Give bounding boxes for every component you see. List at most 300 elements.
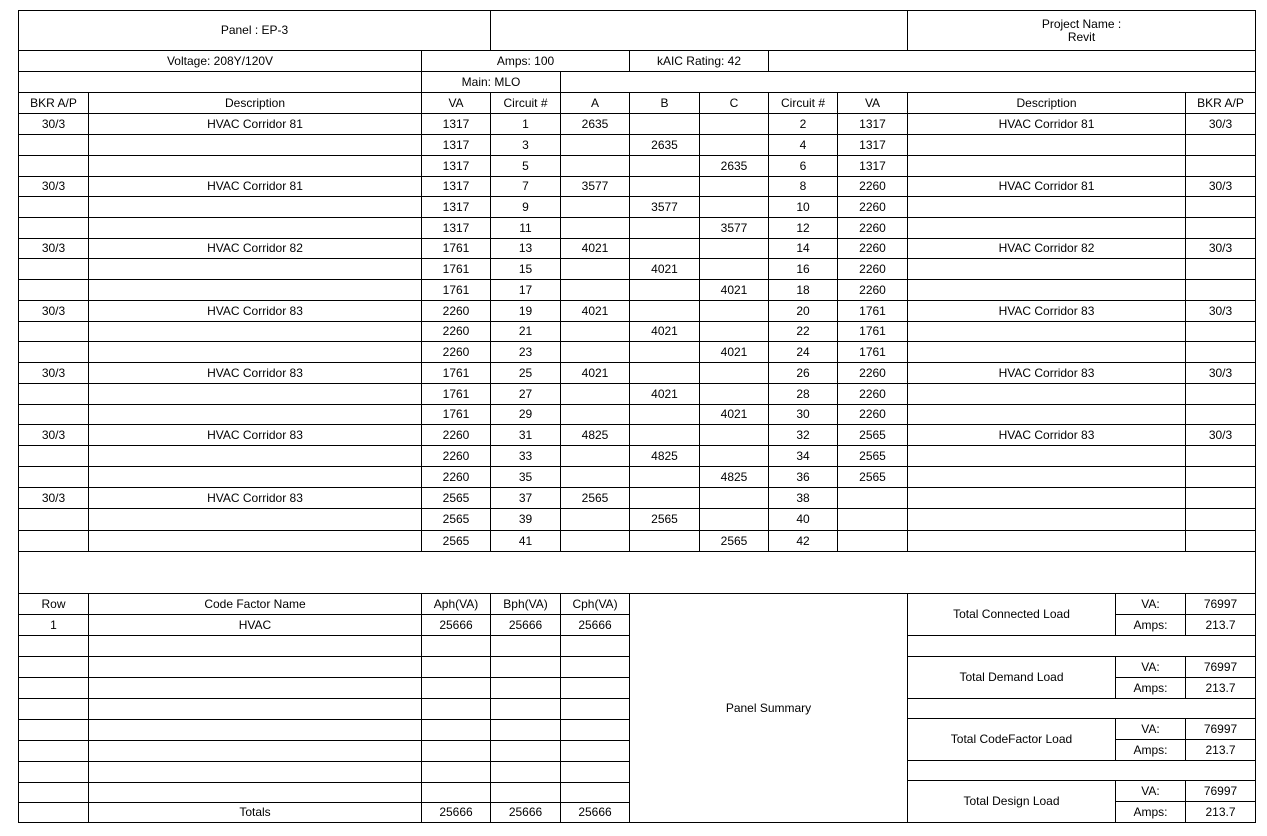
- circuit-cell-ldesc: HVAC Corridor 83: [207, 490, 303, 505]
- circuit-cell-lva: 1317: [442, 220, 470, 235]
- circuit-cell-a: 4021: [581, 303, 609, 318]
- circuit-cell-lbkr: [19, 446, 88, 466]
- circuit-cell-lbkr: 30/3: [41, 490, 66, 505]
- amps-rating: Amps: 100: [496, 53, 555, 68]
- circuit-cell-rckt: 30: [796, 407, 810, 421]
- circuit-cell-rbkr: 30/3: [1208, 365, 1233, 380]
- column-header-ckt-left: Circuit #: [503, 95, 548, 110]
- circuit-cell-ldesc: HVAC Corridor 81: [207, 179, 303, 193]
- circuit-cell-rbkr: 30/3: [1208, 303, 1233, 318]
- circuit-cell-lckt: 31: [518, 427, 533, 442]
- circuit-cell-ldesc: [89, 384, 421, 404]
- circuit-cell-rva: 1317: [859, 158, 886, 173]
- circuit-cell-rckt: 22: [796, 324, 810, 338]
- codefactor-totals-label: Totals: [239, 805, 271, 819]
- circuit-cell-lva: 1317: [442, 179, 470, 193]
- circuit-cell-a: 4021: [581, 365, 609, 380]
- circuit-cell-lva: 1761: [442, 386, 470, 401]
- circuit-cell-b: [630, 363, 699, 383]
- circuit-cell-a: [561, 218, 629, 238]
- circuit-cell-ldesc: [89, 322, 421, 341]
- circuit-cell-b: [630, 301, 699, 321]
- circuit-cell-lckt: 19: [518, 303, 533, 318]
- summary-va-label: VA:: [1141, 659, 1160, 674]
- circuit-cell-rbkr: [1186, 218, 1255, 238]
- circuit-cell-b: 4825: [651, 448, 678, 463]
- circuit-cell-lva: 1317: [442, 158, 470, 173]
- circuit-cell-lckt: 7: [522, 179, 529, 193]
- circuit-cell-lva: 2260: [442, 427, 470, 442]
- circuit-cell-a: [561, 322, 629, 341]
- main-type: Main: MLO: [461, 74, 521, 89]
- circuit-cell-lckt: 39: [518, 512, 533, 526]
- circuit-cell-lckt: 25: [518, 365, 533, 380]
- codefactor-cell-aph: 25666: [439, 617, 473, 632]
- circuit-cell-c: [700, 509, 768, 530]
- circuit-cell-lbkr: 30/3: [41, 427, 66, 442]
- circuit-cell-lbkr: [19, 135, 88, 155]
- column-header-a: A: [590, 95, 599, 110]
- circuit-cell-lckt: 9: [522, 199, 529, 214]
- circuit-cell-b: 2635: [651, 137, 678, 152]
- circuit-cell-rdesc: [908, 135, 1185, 155]
- circuit-cell-c: 2565: [720, 533, 748, 548]
- circuit-cell-rva: 2260: [859, 241, 886, 255]
- circuit-cell-a: 4021: [581, 241, 609, 255]
- circuit-cell-lckt: 33: [518, 448, 533, 463]
- circuit-cell-lva: 2260: [442, 303, 470, 318]
- grid-line: [18, 719, 630, 720]
- codefactor-cell-name: HVAC: [238, 617, 272, 632]
- circuit-cell-a: 2565: [581, 490, 609, 505]
- circuit-cell-rva: [838, 509, 907, 530]
- circuit-cell-rdesc: HVAC Corridor 81: [998, 179, 1095, 193]
- circuit-cell-b: [630, 218, 699, 238]
- circuit-cell-lva: 1761: [442, 365, 470, 380]
- circuit-cell-lva: 1317: [442, 116, 470, 131]
- circuit-cell-rbkr: 30/3: [1208, 427, 1233, 442]
- summary-load-amps: 213.7: [1205, 617, 1236, 632]
- circuit-cell-rdesc: HVAC Corridor 83: [998, 303, 1095, 318]
- circuit-cell-b: [630, 488, 699, 508]
- circuit-cell-rdesc: [908, 509, 1185, 530]
- circuit-cell-rdesc: [908, 197, 1185, 217]
- codefactor-cell-cph: 25666: [578, 617, 612, 632]
- circuit-cell-rbkr: [1186, 467, 1255, 487]
- circuit-cell-lva: 2565: [442, 533, 470, 548]
- circuit-cell-rckt: 24: [796, 344, 810, 359]
- circuit-cell-ldesc: HVAC Corridor 82: [207, 241, 303, 255]
- circuit-cell-ldesc: HVAC Corridor 83: [207, 427, 303, 442]
- column-header-bkr-left: BKR A/P: [30, 95, 77, 110]
- circuit-cell-ldesc: [89, 531, 421, 551]
- circuit-cell-c: [700, 239, 768, 258]
- summary-load-amps: 213.7: [1205, 680, 1236, 695]
- circuit-cell-lbkr: [19, 531, 88, 551]
- circuit-cell-lbkr: 30/3: [41, 365, 66, 380]
- circuit-cell-rva: 2260: [859, 282, 886, 297]
- circuit-cell-rdesc: [908, 446, 1185, 466]
- summary-amps-label: Amps:: [1133, 804, 1168, 819]
- summary-load-name: Total Design Load: [963, 794, 1060, 808]
- summary-load-va: 76997: [1203, 783, 1238, 798]
- circuit-cell-rckt: 16: [796, 261, 810, 276]
- column-header-desc-right: Description: [1016, 95, 1077, 110]
- circuit-cell-rckt: 4: [799, 137, 807, 152]
- circuit-cell-rbkr: [1186, 135, 1255, 155]
- circuit-cell-a: [561, 342, 629, 362]
- circuit-cell-lbkr: 30/3: [41, 116, 66, 131]
- column-header-c: C: [729, 95, 739, 110]
- circuit-cell-lva: 2565: [442, 490, 470, 505]
- summary-load-va: 76997: [1203, 596, 1238, 611]
- circuit-cell-lckt: 11: [519, 220, 532, 235]
- circuit-cell-rbkr: [1186, 342, 1255, 362]
- circuit-cell-c: 4021: [720, 407, 748, 421]
- circuit-cell-ldesc: [89, 197, 421, 217]
- grid-line: [18, 635, 630, 636]
- circuit-cell-rbkr: [1186, 384, 1255, 404]
- circuit-cell-lckt: 23: [518, 344, 533, 359]
- summary-load-name: Total Connected Load: [953, 607, 1070, 621]
- circuit-cell-ldesc: [89, 156, 421, 176]
- circuit-cell-lbkr: [19, 509, 88, 530]
- circuit-cell-b: 4021: [651, 386, 678, 401]
- summary-load-name: Total Demand Load: [959, 670, 1064, 684]
- circuit-cell-ldesc: [89, 259, 421, 279]
- circuit-cell-rdesc: HVAC Corridor 82: [998, 241, 1095, 255]
- circuit-cell-rdesc: [908, 467, 1185, 487]
- circuit-cell-c: [700, 384, 768, 404]
- grid-line: [18, 551, 1256, 552]
- circuit-cell-rbkr: [1186, 446, 1255, 466]
- circuit-cell-lva: 1761: [442, 261, 470, 276]
- circuit-cell-lbkr: [19, 342, 88, 362]
- panel-name: Panel : EP-3: [220, 23, 289, 37]
- circuit-cell-ldesc: HVAC Corridor 81: [207, 116, 303, 131]
- circuit-cell-rva: 1761: [859, 303, 886, 318]
- circuit-cell-a: [561, 384, 629, 404]
- circuit-cell-a: [561, 405, 629, 424]
- circuit-cell-rva: 2260: [859, 261, 886, 276]
- grid-line: [18, 740, 630, 741]
- circuit-cell-lckt: 13: [518, 241, 533, 255]
- column-header-va-right: VA: [864, 95, 881, 110]
- circuit-cell-ldesc: [89, 467, 421, 487]
- codefactor-header-bph: Bph(VA): [503, 596, 548, 611]
- codefactor-total-bph: 25666: [508, 805, 543, 819]
- circuit-cell-c: [700, 488, 768, 508]
- circuit-cell-ldesc: HVAC Corridor 83: [207, 303, 303, 318]
- circuit-cell-b: 3577: [651, 199, 678, 214]
- circuit-cell-rva: [838, 531, 907, 551]
- circuit-cell-lckt: 15: [518, 261, 533, 276]
- circuit-cell-rva: [838, 488, 907, 508]
- grid-line: [18, 71, 1256, 72]
- grid-line: [18, 761, 630, 762]
- circuit-cell-b: [630, 177, 699, 196]
- circuit-cell-lva: 1761: [442, 282, 470, 297]
- circuit-cell-rckt: 40: [796, 512, 810, 526]
- circuit-cell-rbkr: [1186, 488, 1255, 508]
- summary-load-va: 76997: [1203, 659, 1238, 674]
- summary-va-label: VA:: [1141, 783, 1160, 798]
- column-header-bkr-right: BKR A/P: [1197, 95, 1244, 110]
- grid-line: [560, 71, 561, 93]
- circuit-cell-lbkr: 30/3: [41, 179, 66, 193]
- circuit-cell-rbkr: 30/3: [1208, 179, 1233, 193]
- circuit-cell-rva: 2260: [859, 179, 886, 193]
- codefactor-header-row: Row: [41, 596, 66, 611]
- circuit-cell-rbkr: 30/3: [1208, 241, 1233, 255]
- circuit-cell-rbkr: [1186, 509, 1255, 530]
- circuit-cell-rbkr: [1186, 197, 1255, 217]
- circuit-cell-lbkr: 30/3: [41, 303, 66, 318]
- circuit-cell-rva: 2260: [859, 199, 886, 214]
- circuit-cell-lva: 1317: [442, 137, 470, 152]
- circuit-cell-c: [700, 322, 768, 341]
- circuit-cell-a: 4825: [581, 427, 609, 442]
- circuit-cell-rva: 1317: [859, 137, 886, 152]
- codefactor-total-aph: 25666: [439, 805, 473, 819]
- grid-line: [768, 50, 769, 72]
- circuit-cell-rdesc: [908, 280, 1185, 300]
- circuit-cell-lva: 2260: [442, 344, 470, 359]
- circuit-cell-ldesc: [89, 446, 421, 466]
- circuit-cell-lckt: 29: [518, 407, 533, 421]
- circuit-cell-b: [630, 425, 699, 445]
- circuit-cell-c: [700, 425, 768, 445]
- circuit-cell-ldesc: [89, 218, 421, 238]
- grid-line: [907, 822, 1256, 823]
- circuit-cell-rdesc: HVAC Corridor 83: [998, 365, 1095, 380]
- circuit-cell-a: [561, 509, 629, 530]
- circuit-cell-rbkr: [1186, 280, 1255, 300]
- circuit-cell-lbkr: [19, 384, 88, 404]
- circuit-cell-c: [700, 446, 768, 466]
- column-header-b: B: [660, 95, 669, 110]
- circuit-cell-lckt: 17: [518, 282, 533, 297]
- circuit-cell-b: 4021: [651, 324, 678, 338]
- grid-line: [18, 656, 630, 657]
- circuit-cell-lva: 1317: [442, 199, 470, 214]
- circuit-cell-b: [630, 531, 699, 551]
- circuit-cell-rckt: 20: [796, 303, 810, 318]
- circuit-cell-b: 2565: [651, 512, 678, 526]
- circuit-cell-lbkr: [19, 322, 88, 341]
- summary-amps-label: Amps:: [1133, 617, 1168, 632]
- kaic-rating: kAIC Rating: 42: [656, 53, 742, 68]
- summary-load-name: Total CodeFactor Load: [950, 732, 1073, 746]
- circuit-cell-lva: 1761: [442, 241, 470, 255]
- circuit-cell-rva: 1761: [859, 344, 886, 359]
- circuit-cell-lbkr: [19, 156, 88, 176]
- circuit-cell-c: 3577: [720, 220, 748, 235]
- codefactor-header-name: Code Factor Name: [204, 596, 306, 611]
- circuit-cell-c: 4021: [720, 282, 748, 297]
- voltage-rating: Voltage: 208Y/120V: [166, 53, 274, 68]
- summary-amps-label: Amps:: [1133, 680, 1168, 695]
- circuit-cell-ldesc: [89, 280, 421, 300]
- circuit-cell-ldesc: HVAC Corridor 83: [207, 365, 303, 380]
- circuit-cell-c: [700, 363, 768, 383]
- circuit-cell-rbkr: [1186, 405, 1255, 424]
- panel-summary-title: Panel Summary: [725, 700, 812, 715]
- circuit-cell-c: [700, 301, 768, 321]
- grid-line: [18, 782, 630, 783]
- codefactor-cell-row: 1: [50, 617, 57, 632]
- circuit-cell-c: 4825: [720, 469, 748, 484]
- circuit-cell-lckt: 21: [518, 324, 533, 338]
- circuit-cell-a: [561, 156, 629, 176]
- grid-line: [907, 760, 1256, 761]
- circuit-cell-rva: 2565: [859, 469, 886, 484]
- circuit-cell-rva: 2260: [859, 365, 886, 380]
- circuit-cell-rva: 2260: [859, 220, 886, 235]
- summary-amps-label: Amps:: [1133, 742, 1168, 757]
- circuit-cell-lbkr: [19, 259, 88, 279]
- circuit-cell-lckt: 3: [522, 137, 529, 152]
- column-header-desc-left: Description: [224, 95, 286, 110]
- circuit-cell-rckt: 26: [796, 365, 810, 380]
- circuit-cell-lva: 2565: [442, 512, 470, 526]
- circuit-cell-rva: 2565: [859, 448, 886, 463]
- circuit-cell-c: 2635: [720, 158, 748, 173]
- circuit-cell-a: [561, 135, 629, 155]
- circuit-cell-rckt: 8: [799, 179, 807, 193]
- circuit-cell-b: [630, 114, 699, 134]
- codefactor-header-cph: Cph(VA): [572, 596, 618, 611]
- circuit-cell-rckt: 2: [799, 116, 807, 131]
- circuit-cell-rva: 2565: [859, 427, 886, 442]
- circuit-cell-lckt: 35: [518, 469, 533, 484]
- circuit-cell-rckt: 28: [796, 386, 810, 401]
- circuit-cell-b: [630, 467, 699, 487]
- column-header-ckt-right: Circuit #: [780, 95, 825, 110]
- circuit-cell-lckt: 37: [518, 490, 533, 505]
- circuit-cell-rbkr: [1186, 531, 1255, 551]
- circuit-cell-rdesc: HVAC Corridor 83: [998, 427, 1095, 442]
- grid-line: [18, 677, 630, 678]
- circuit-cell-a: [561, 197, 629, 217]
- circuit-cell-rbkr: 30/3: [1208, 116, 1233, 131]
- summary-load-va: 76997: [1203, 721, 1238, 736]
- circuit-cell-rckt: 10: [796, 199, 810, 214]
- circuit-cell-c: [700, 114, 768, 134]
- summary-va-label: VA:: [1141, 721, 1160, 736]
- circuit-cell-ldesc: [89, 405, 421, 424]
- circuit-cell-b: 4021: [651, 261, 678, 276]
- circuit-cell-lbkr: 30/3: [41, 241, 66, 255]
- circuit-cell-lbkr: [19, 467, 88, 487]
- project-value: Revit: [1067, 29, 1096, 44]
- circuit-cell-a: [561, 446, 629, 466]
- circuit-cell-rbkr: [1186, 322, 1255, 341]
- circuit-cell-c: 4021: [720, 344, 748, 359]
- grid-line: [907, 635, 1256, 636]
- circuit-cell-rckt: 14: [796, 241, 810, 255]
- circuit-cell-rckt: 38: [796, 490, 810, 505]
- circuit-cell-a: [561, 259, 629, 279]
- project-label: Project Name :: [1041, 16, 1122, 31]
- circuit-cell-rdesc: [908, 384, 1185, 404]
- circuit-cell-rdesc: [908, 218, 1185, 238]
- circuit-cell-b: [630, 156, 699, 176]
- grid-line: [907, 698, 1256, 699]
- circuit-cell-b: [630, 239, 699, 258]
- codefactor-cell-bph: 25666: [508, 617, 543, 632]
- grid-line: [1255, 92, 1256, 552]
- circuit-cell-rckt: 12: [796, 220, 810, 235]
- summary-load-amps: 213.7: [1205, 742, 1236, 757]
- circuit-cell-rdesc: [908, 531, 1185, 551]
- circuit-cell-rva: 1317: [859, 116, 886, 131]
- circuit-cell-lckt: 27: [518, 386, 533, 401]
- circuit-cell-a: 3577: [581, 179, 609, 193]
- circuit-cell-lbkr: [19, 280, 88, 300]
- codefactor-header-aph: Aph(VA): [433, 596, 479, 611]
- codefactor-total-cph: 25666: [578, 805, 612, 819]
- circuit-cell-rdesc: [908, 259, 1185, 279]
- circuit-cell-rbkr: [1186, 259, 1255, 279]
- circuit-cell-ldesc: [89, 509, 421, 530]
- circuit-cell-lbkr: [19, 197, 88, 217]
- summary-load-amps: 213.7: [1205, 804, 1236, 819]
- circuit-cell-lckt: 41: [518, 533, 533, 548]
- circuit-cell-rva: 2260: [859, 407, 886, 421]
- circuit-cell-lva: 1761: [442, 407, 470, 421]
- circuit-cell-ldesc: [89, 342, 421, 362]
- summary-va-label: VA:: [1141, 596, 1160, 611]
- circuit-cell-b: [630, 342, 699, 362]
- circuit-cell-rdesc: [908, 156, 1185, 176]
- circuit-cell-rckt: 32: [796, 427, 810, 442]
- circuit-cell-lbkr: [19, 405, 88, 424]
- circuit-cell-c: [700, 135, 768, 155]
- circuit-cell-a: 2635: [581, 116, 609, 131]
- circuit-cell-rckt: 6: [799, 158, 807, 173]
- circuit-cell-lckt: 5: [522, 158, 529, 173]
- circuit-cell-a: [561, 280, 629, 300]
- circuit-cell-a: [561, 531, 629, 551]
- circuit-cell-lva: 2260: [442, 324, 470, 338]
- circuit-cell-lva: 2260: [442, 469, 470, 484]
- circuit-cell-ldesc: [89, 135, 421, 155]
- circuit-cell-rbkr: [1186, 156, 1255, 176]
- circuit-cell-lbkr: [19, 218, 88, 238]
- circuit-cell-rdesc: [908, 342, 1185, 362]
- circuit-cell-c: [700, 197, 768, 217]
- circuit-cell-rckt: 18: [796, 282, 810, 297]
- circuit-cell-rckt: 36: [796, 469, 810, 484]
- circuit-cell-rckt: 34: [796, 448, 810, 463]
- circuit-cell-rdesc: [908, 322, 1185, 341]
- circuit-cell-b: [630, 280, 699, 300]
- project-block: [908, 11, 1255, 50]
- circuit-cell-b: [630, 405, 699, 424]
- circuit-cell-rdesc: [908, 488, 1185, 508]
- grid-line: [490, 10, 491, 51]
- column-header-va-left: VA: [448, 95, 464, 110]
- circuit-cell-rva: 2260: [859, 386, 886, 401]
- circuit-cell-rckt: 42: [796, 533, 810, 548]
- circuit-cell-rdesc: [908, 405, 1185, 424]
- grid-line: [18, 698, 630, 699]
- circuit-cell-c: [700, 177, 768, 196]
- circuit-cell-lckt: 1: [522, 116, 529, 131]
- circuit-cell-c: [700, 259, 768, 279]
- panel-schedule: [18, 10, 1255, 822]
